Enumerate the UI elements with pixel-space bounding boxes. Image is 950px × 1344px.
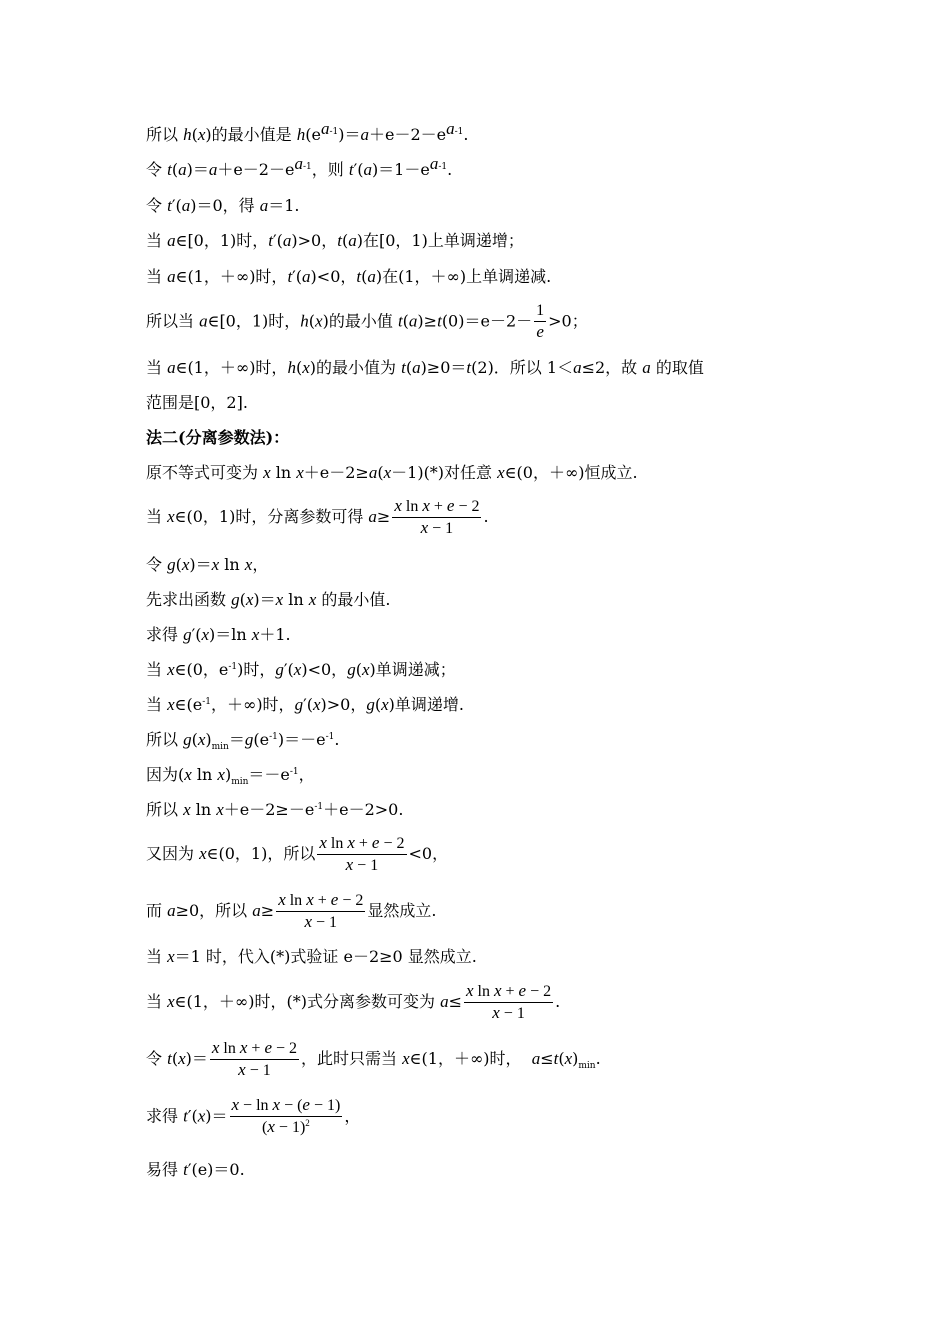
fraction: $\frac{\text{x − ln x − (e − 1)}}{(x - 1)^2}$ <box>231 1095 341 1136</box>
text-line: 当 $x\in(e^{-1}$，＋∞)时，g′(x)>0，g(x)单调递增. <box>146 695 464 714</box>
fraction: $\frac{\text{x ln x + e − 2}}{x - 1}$ <box>394 496 480 537</box>
text-line: 所以 x $\ln x+e-2\ge-e^{-1}+e-2>0$. <box>146 800 404 819</box>
text-line: 易得 t′(e)＝0. <box>146 1160 245 1179</box>
text-line: 当 x＝1 时，代入(*)式验证 e－2≥0 显然成立. <box>146 947 477 966</box>
text-line: 范围是[0，2]. <box>146 393 248 412</box>
fraction: $\frac{1}{e}$ <box>536 302 545 341</box>
text-line: 因为(x $\ln x)_{min}=-e^{-1}$， <box>146 765 315 787</box>
text-line: 令 t′(a)＝0，得 a＝1. <box>146 196 300 215</box>
text-line: 令 t(x)＝ $\frac{\text{x ln x + e − 2}}{x - 1}$ ，此时只需当 x∈(1，＋∞)时， $a\le t(x)_{min}$. <box>146 1038 601 1079</box>
text-line: 当 x∈(1，＋∞)时，(*)式分离参数可变为 a≤ $\frac{\text{x ln x + e − 2}}{x - 1}$ . <box>146 981 561 1022</box>
text-line: 而 a≥0，所以 a≥ $\frac{\text{x ln x + e − 2}}{x - 1}$ 显然成立. <box>146 890 437 931</box>
text-line: 先求出函数 g(x)＝x ln x 的最小值. <box>146 590 391 609</box>
text-line: 求得 t′(x)＝ $\frac{\text{x − ln x − (e − 1)}}{(x - 1)^2}$ ， <box>146 1095 361 1136</box>
fraction: $\frac{\text{x ln x + e − 2}}{x - 1}$ <box>278 890 364 931</box>
text-line: 所以当 a∈[0，1)时，h(x)的最小值 t(a)≥t(0)＝e－2－ $\frac{1}{e}$ >0； <box>146 302 588 341</box>
text-line: 当 a∈[0，1)时，t′(a)>0，t(a)在[0，1)上单调递增； <box>146 231 524 250</box>
text-line: 原不等式可变为 x ln x＋e－2≥a(x－1)(*)对任意 x∈(0，＋∞)恒成立. <box>146 463 638 482</box>
text-line: 所以 $g(x)_{min}=g(e^{-1})=-e^{-1}$. <box>146 730 340 752</box>
text-line: 当 a∈(1，＋∞)时，t′(a)<0，t(a)在(1，＋∞)上单调递减. <box>146 267 552 286</box>
fraction: $\frac{\text{x ln x + e − 2}}{x - 1}$ <box>319 833 405 874</box>
text-line: 求得 g′(x)＝ln x＋1. <box>146 625 291 644</box>
text-line: 令 g(x)＝x ln x， <box>146 555 269 574</box>
text-line: 令 $t(a)=a+e-2-e^{a-1}$，则 $t'(a)=1-e^{a-1}$. <box>146 154 453 179</box>
text-line: 又因为 x∈(0，1)，所以 $\frac{\text{x ln x + e − 2}}{x - 1}$ <0， <box>146 833 449 874</box>
text-line: 所以 h(x)的最小值是 $h(e^{a-1})=a+e-2-e^{a-1}$. <box>146 119 469 144</box>
fraction: $\frac{\text{x ln x + e − 2}}{x - 1}$ <box>211 1038 298 1079</box>
text-line: 当 a∈(1，＋∞)时，h(x)的最小值为 t(a)≥0＝t(2)．所以 1＜a≤2，故 a 的取值 <box>146 358 704 377</box>
text-line: 当 x∈(0，$e^{-1}$)时，g′(x)<0，g(x)单调递减； <box>146 660 456 679</box>
fraction: $\frac{\text{x ln x + e − 2}}{x - 1}$ <box>465 981 552 1022</box>
text-line: 当 x∈(0，1)时，分离参数可得 a≥ $\frac{\text{x ln x + e − 2}}{x - 1}$ . <box>146 496 489 537</box>
section-heading: 法二(分离参数法)： <box>146 428 290 447</box>
